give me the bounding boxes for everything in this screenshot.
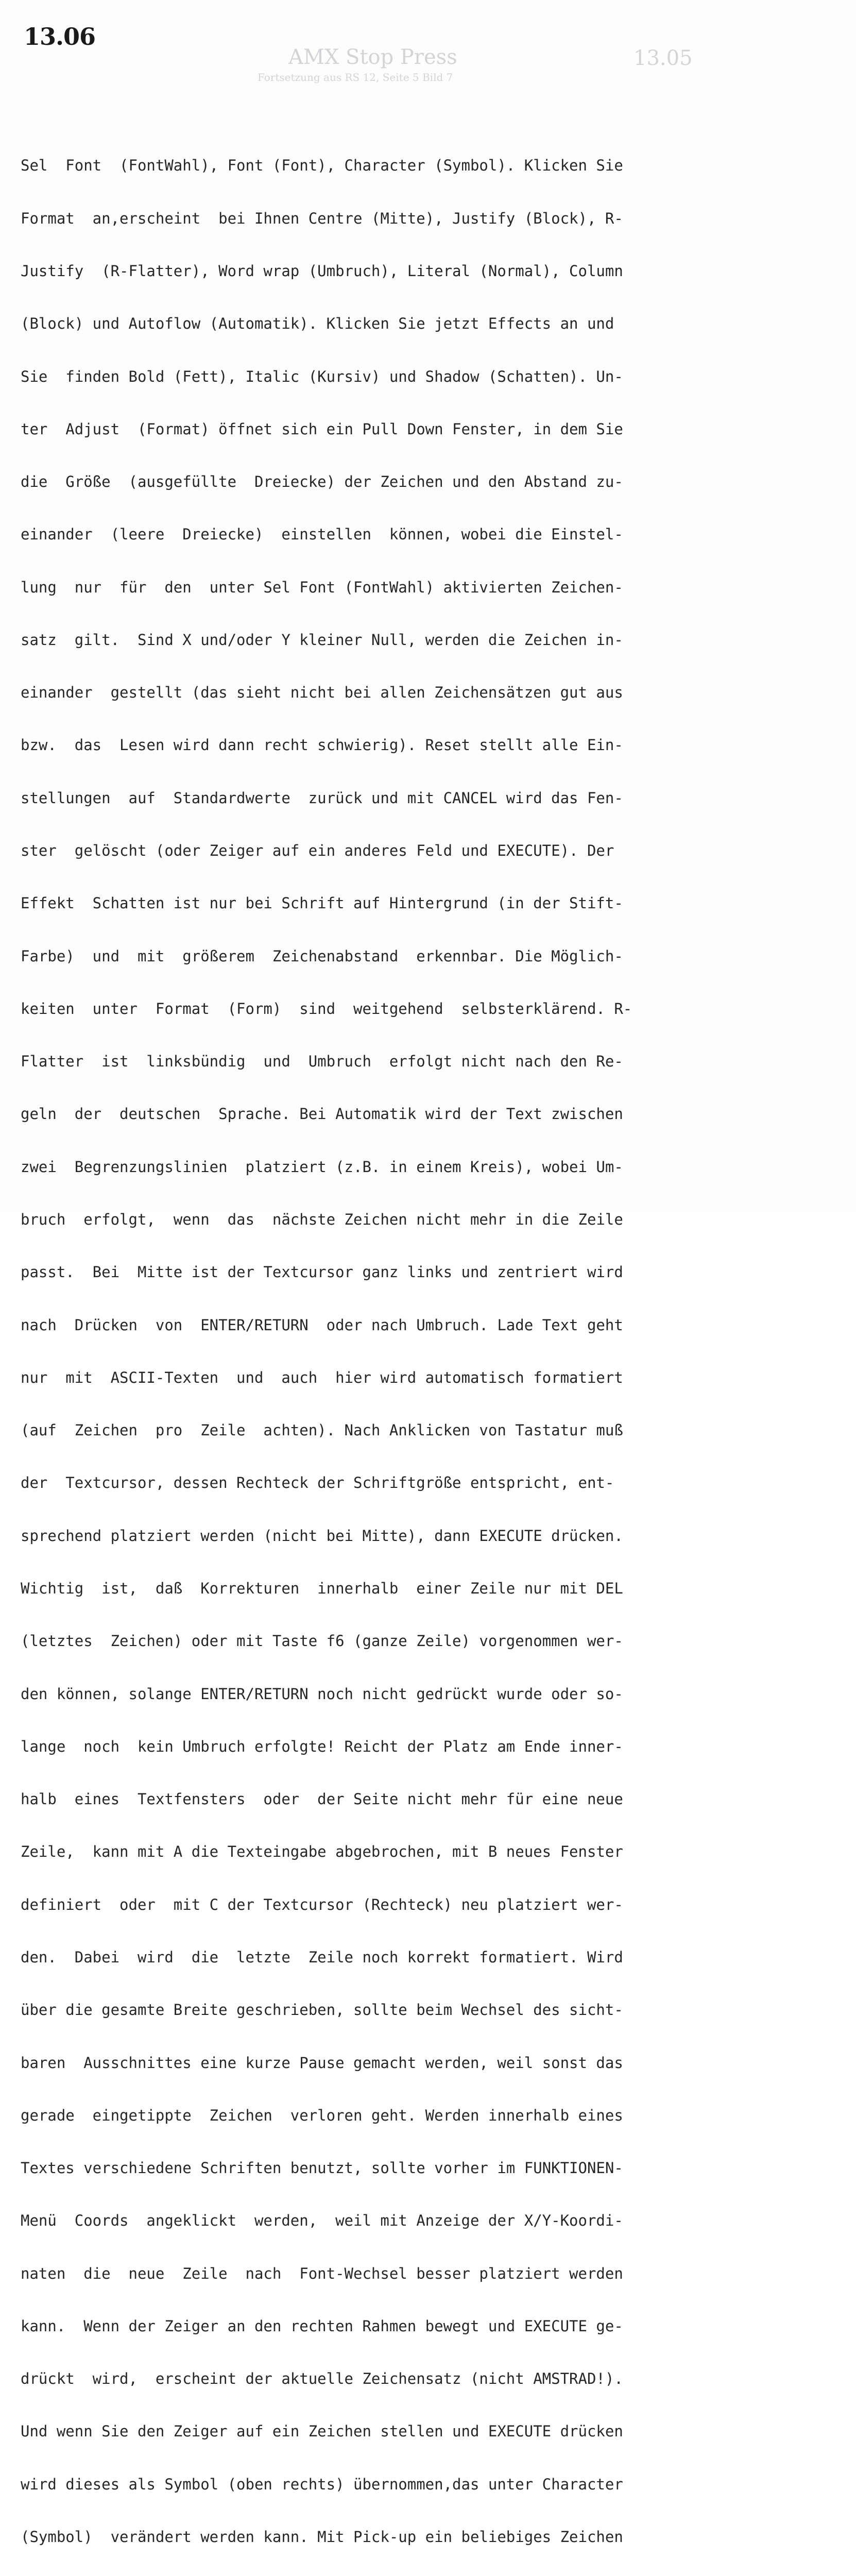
- text-line: nur mit ASCII-Texten und auch hier wird automatisch formatiert: [21, 1368, 623, 1386]
- text-line: Justify (R-Flatter), Word wrap (Umbruch), Literal (Normal), Column: [21, 262, 623, 280]
- text-line: lung nur für den unter Sel Font (FontWahl) aktivierten Zeichen-: [21, 578, 623, 596]
- text-line: (Symbol) verändert werden kann. Mit Pick-up ein beliebiges Zeichen: [21, 2528, 623, 2546]
- text-line: satz gilt. Sind X und/oder Y kleiner Null, werden die Zeichen in-: [21, 631, 623, 649]
- text-line: der Textcursor, dessen Rechteck der Schriftgröße entspricht, ent-: [21, 1474, 614, 1492]
- text-line: Sie finden Bold (Fett), Italic (Kursiv) und Shadow (Schatten). Un-: [21, 367, 623, 385]
- text-line: (Block) und Autoflow (Automatik). Klicken Sie jetzt Effects an und: [21, 315, 614, 333]
- text-line: drückt wird, erscheint der aktuelle Zeichensatz (nicht AMSTRAD!).: [21, 2370, 623, 2388]
- text-line: Farbe) und mit größerem Zeichenabstand erkennbar. Die Möglich-: [21, 947, 623, 965]
- page-number: 13.06: [24, 23, 96, 50]
- text-line: Textes verschiedene Schriften benutzt, sollte vorher im FUNKTIONEN-: [21, 2159, 623, 2177]
- text-line: Zeile, kann mit A die Texteingabe abgebrochen, mit B neues Fenster: [21, 1843, 623, 1861]
- text-line: naten die neue Zeile nach Font-Wechsel besser platziert werden: [21, 2264, 623, 2282]
- bleed-through-title: AMX Stop Press: [288, 45, 457, 69]
- bleed-through-subtitle: Fortsetzung aus RS 12, Seite 5 Bild 7: [258, 71, 453, 83]
- text-line: (letztes Zeichen) oder mit Taste f6 (ganze Zeile) vorgenommen wer-: [21, 1632, 623, 1650]
- text-line: baren Ausschnittes eine kurze Pause gemacht werden, weil sonst das: [21, 2054, 623, 2072]
- text-line: Effekt Schatten ist nur bei Schrift auf Hintergrund (in der Stift-: [21, 894, 623, 912]
- text-line: bzw. das Lesen wird dann recht schwierig). Reset stellt alle Ein-: [21, 736, 623, 754]
- text-line: ter Adjust (Format) öffnet sich ein Pull Down Fenster, in dem Sie: [21, 420, 623, 438]
- text-line: Format an,erscheint bei Ihnen Centre (Mitte), Justify (Block), R-: [21, 209, 623, 227]
- text-line: definiert oder mit C der Textcursor (Rechteck) neu platziert wer-: [21, 1895, 623, 1913]
- text-line: passt. Bei Mitte ist der Textcursor ganz links und zentriert wird: [21, 1263, 623, 1281]
- text-line: Wichtig ist, daß Korrekturen innerhalb einer Zeile nur mit DEL: [21, 1579, 623, 1597]
- text-line: einander (leere Dreiecke) einstellen können, wobei die Einstel-: [21, 526, 623, 544]
- text-line: kann. Wenn der Zeiger an den rechten Rahmen bewegt und EXECUTE ge-: [21, 2317, 623, 2335]
- text-line: Menü Coords angeklickt werden, weil mit Anzeige der X/Y-Koordi-: [21, 2212, 623, 2230]
- text-line: Sel Font (FontWahl), Font (Font), Character (Symbol). Klicken Sie: [21, 157, 623, 175]
- text-line: wird dieses als Symbol (oben rechts) übernommen,das unter Character: [21, 2475, 623, 2493]
- text-line: den können, solange ENTER/RETURN noch nicht gedrückt wurde oder so-: [21, 1685, 623, 1703]
- text-line: über die gesamte Breite geschrieben, sollte beim Wechsel des sicht-: [21, 2001, 623, 2019]
- text-line: die Größe (ausgefüllte Dreiecke) der Zeichen und den Abstand zu-: [21, 473, 623, 491]
- text-line: halb eines Textfensters oder der Seite nicht mehr für eine neue: [21, 1790, 623, 1808]
- text-line: stellungen auf Standardwerte zurück und mit CANCEL wird das Fen-: [21, 789, 623, 807]
- paragraph: [21, 122, 742, 2576]
- text-line: zwei Begrenzungslinien platziert (z.B. in einem Kreis), wobei Um-: [21, 1158, 623, 1176]
- text-line: Und wenn Sie den Zeiger auf ein Zeichen stellen und EXECUTE drücken: [21, 2422, 623, 2441]
- bleed-through-page-number: 13.05: [634, 46, 693, 70]
- text-line: ster gelöscht (oder Zeiger auf ein anderes Feld und EXECUTE). Der: [21, 842, 614, 860]
- text-line: sprechend platziert werden (nicht bei Mitte), dann EXECUTE drücken.: [21, 1527, 623, 1545]
- text-line: (auf Zeichen pro Zeile achten). Nach Anklicken von Tastatur muß: [21, 1421, 623, 1439]
- text-line: einander gestellt (das sieht nicht bei allen Zeichensätzen gut aus: [21, 684, 623, 702]
- text-line: lange noch kein Umbruch erfolgte! Reicht der Platz am Ende inner-: [21, 1737, 623, 1755]
- text-line: nach Drücken von ENTER/RETURN oder nach Umbruch. Lade Text geht: [21, 1316, 623, 1334]
- text-line: gerade eingetippte Zeichen verloren geht. Werden innerhalb eines: [21, 2106, 623, 2124]
- text-line: Flatter ist linksbündig und Umbruch erfolgt nicht nach den Re-: [21, 1053, 623, 1071]
- body-text: [21, 87, 742, 2576]
- text-line: bruch erfolgt, wenn das nächste Zeichen nicht mehr in die Zeile: [21, 1211, 623, 1228]
- text-line: geln der deutschen Sprache. Bei Automatik wird der Text zwischen: [21, 1105, 623, 1123]
- text-line: keiten unter Format (Form) sind weitgehend selbsterklärend. R-: [21, 999, 632, 1018]
- text-line: den. Dabei wird die letzte Zeile noch korrekt formatiert. Wird: [21, 1948, 623, 1966]
